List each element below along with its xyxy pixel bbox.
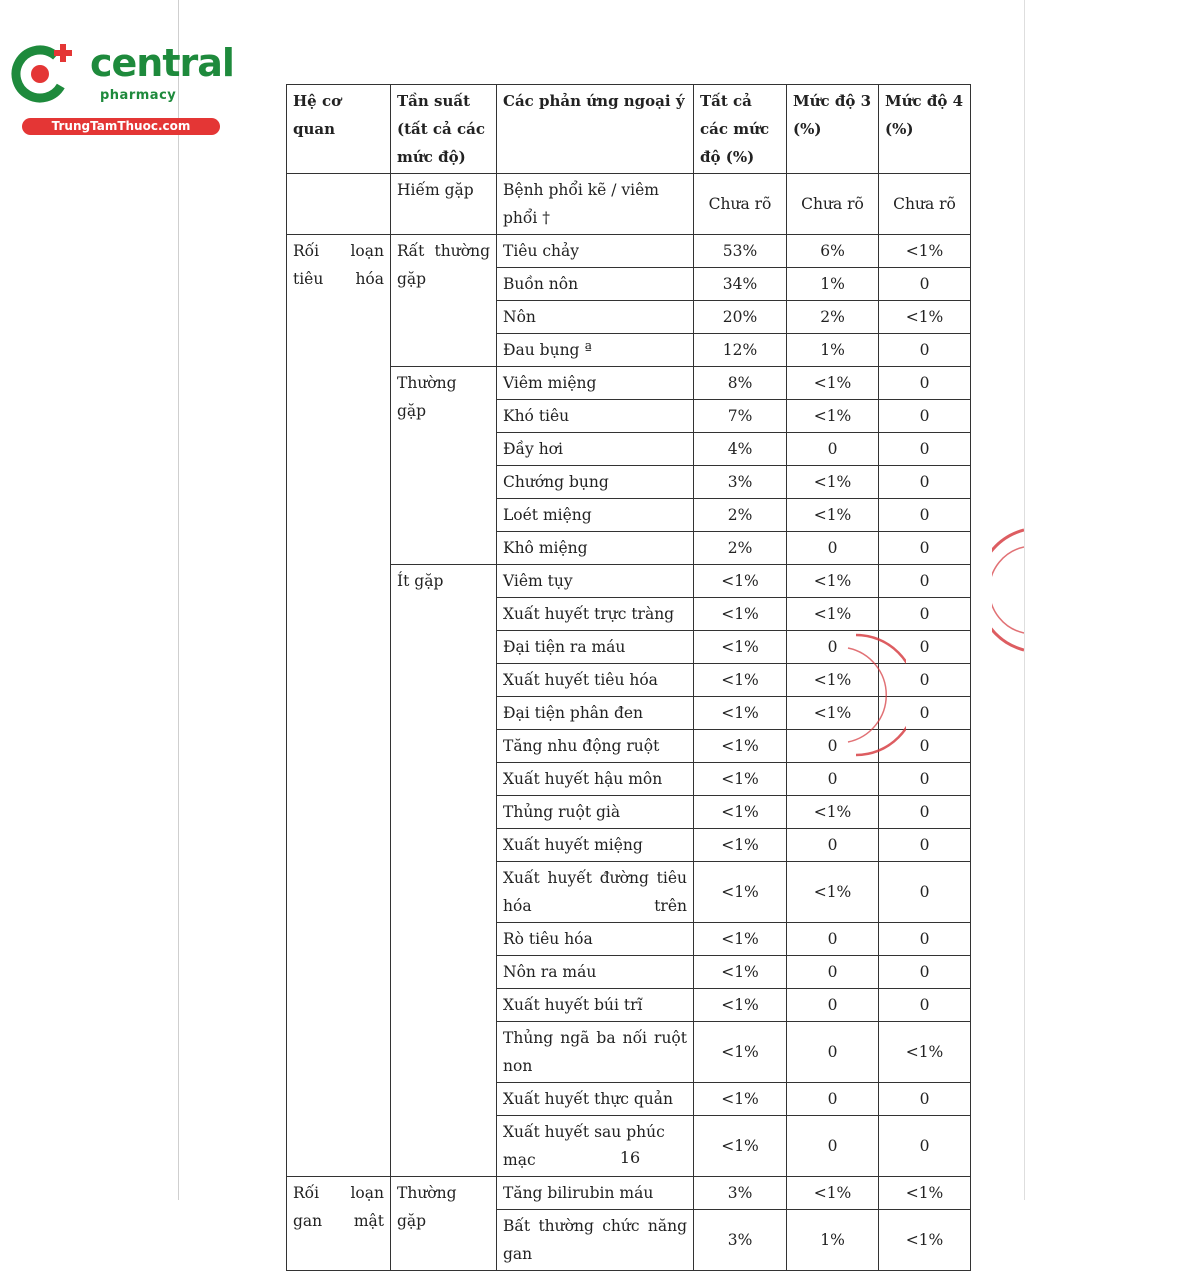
grade-3-cell: 0 [787, 532, 879, 565]
header-organ: Hệ cơ quan [287, 85, 391, 174]
reaction-cell: Rò tiêu hóa [497, 923, 694, 956]
grade-3-cell: <1% [787, 862, 879, 923]
reaction-cell: Xuất huyết sau phúc mạc [497, 1116, 694, 1177]
header-grade-3: Mức độ 3 (%) [787, 85, 879, 174]
reaction-cell: Xuất huyết miệng [497, 829, 694, 862]
reaction-cell: Bệnh phổi kẽ / viêm phổi † [497, 174, 694, 235]
all-grades-cell: <1% [694, 631, 787, 664]
grade-3-cell: <1% [787, 664, 879, 697]
grade-3-cell: Chưa rõ [787, 174, 879, 235]
grade-4-cell: 0 [879, 730, 971, 763]
grade-4-cell: 0 [879, 532, 971, 565]
all-grades-cell: 7% [694, 400, 787, 433]
all-grades-cell: <1% [694, 796, 787, 829]
reaction-cell: Xuất huyết hậu môn [497, 763, 694, 796]
all-grades-cell: <1% [694, 1116, 787, 1177]
grade-4-cell: 0 [879, 862, 971, 923]
all-grades-cell: 12% [694, 334, 787, 367]
pharmacy-cross-icon [10, 40, 76, 106]
all-grades-cell: 4% [694, 433, 787, 466]
all-grades-cell: <1% [694, 956, 787, 989]
grade-4-cell: <1% [879, 1022, 971, 1083]
reaction-cell: Tiêu chảy [497, 235, 694, 268]
reaction-cell: Xuất huyết đường tiêu hóa trên [497, 862, 694, 923]
all-grades-cell: <1% [694, 697, 787, 730]
reaction-cell: Xuất huyết thực quản [497, 1083, 694, 1116]
all-grades-cell: 3% [694, 1177, 787, 1210]
grade-4-cell: 0 [879, 796, 971, 829]
grade-3-cell: 0 [787, 763, 879, 796]
grade-4-cell: Chưa rõ [879, 174, 971, 235]
grade-4-cell: 0 [879, 598, 971, 631]
grade-3-cell: 1% [787, 334, 879, 367]
all-grades-cell: <1% [694, 598, 787, 631]
company-seal-stamp [846, 630, 906, 760]
all-grades-cell: <1% [694, 1022, 787, 1083]
grade-4-cell: 0 [879, 268, 971, 301]
logo-subtitle: pharmacy [100, 88, 177, 103]
reaction-cell: Viêm tụy [497, 565, 694, 598]
grade-3-cell: <1% [787, 796, 879, 829]
reaction-cell: Đại tiện phân đen [497, 697, 694, 730]
header-grade-4: Mức độ 4 (%) [879, 85, 971, 174]
reaction-cell: Nôn [497, 301, 694, 334]
grade-4-cell: <1% [879, 235, 971, 268]
all-grades-cell: <1% [694, 989, 787, 1022]
reaction-cell: Đầy hơi [497, 433, 694, 466]
grade-3-cell: <1% [787, 697, 879, 730]
grade-3-cell: 1% [787, 1210, 879, 1271]
page-number: 16 [619, 1148, 641, 1167]
grade-4-cell: 0 [879, 989, 971, 1022]
grade-4-cell: 0 [879, 697, 971, 730]
grade-3-cell: <1% [787, 598, 879, 631]
reaction-cell: Xuất huyết búi trĩ [497, 989, 694, 1022]
frequency-cell: Ít gặp [391, 565, 497, 1177]
brand-logo[interactable] [10, 38, 234, 138]
all-grades-cell: 2% [694, 499, 787, 532]
grade-4-cell: 0 [879, 631, 971, 664]
all-grades-cell: <1% [694, 829, 787, 862]
reaction-cell: Viêm miệng [497, 367, 694, 400]
reaction-cell: Thủng ngã ba nối ruột non [497, 1022, 694, 1083]
grade-4-cell: 0 [879, 1116, 971, 1177]
all-grades-cell: 34% [694, 268, 787, 301]
grade-3-cell: 0 [787, 1022, 879, 1083]
all-grades-cell: <1% [694, 664, 787, 697]
all-grades-cell: 2% [694, 532, 787, 565]
reaction-cell: Xuất huyết tiêu hóa [497, 664, 694, 697]
grade-3-cell: 0 [787, 433, 879, 466]
table-row [287, 1177, 971, 1210]
frequency-cell: Rất thường gặp [391, 235, 497, 367]
grade-3-cell: 0 [787, 923, 879, 956]
all-grades-cell: 53% [694, 235, 787, 268]
reaction-cell: Nôn ra máu [497, 956, 694, 989]
grade-3-cell: 1% [787, 268, 879, 301]
grade-4-cell: 0 [879, 664, 971, 697]
grade-3-cell: 0 [787, 1083, 879, 1116]
all-grades-cell: <1% [694, 763, 787, 796]
logo-url-badge[interactable]: TrungTamThuoc.com [22, 118, 220, 135]
reaction-cell: Buồn nôn [497, 268, 694, 301]
grade-3-cell: <1% [787, 400, 879, 433]
grade-3-cell: <1% [787, 1177, 879, 1210]
reaction-cell: Bất thường chức năng gan [497, 1210, 694, 1271]
grade-3-cell: 0 [787, 989, 879, 1022]
logo-wordmark: central [90, 41, 234, 85]
grade-4-cell: 0 [879, 334, 971, 367]
header-reaction: Các phản ứng ngoại ý [497, 85, 694, 174]
all-grades-cell: 20% [694, 301, 787, 334]
all-grades-cell: <1% [694, 923, 787, 956]
grade-3-cell: <1% [787, 466, 879, 499]
header-frequency: Tần suất (tất cả các mức độ) [391, 85, 497, 174]
grade-4-cell: 0 [879, 466, 971, 499]
grade-3-cell: 0 [787, 631, 879, 664]
organ-cell: Rối loạn gan mật [287, 1177, 391, 1271]
grade-4-cell: 0 [879, 499, 971, 532]
grade-4-cell: 0 [879, 1083, 971, 1116]
frequency-cell: Thường gặp [391, 1177, 497, 1271]
grade-4-cell: 0 [879, 829, 971, 862]
all-grades-cell: <1% [694, 1083, 787, 1116]
grade-3-cell: 0 [787, 956, 879, 989]
grade-4-cell: 0 [879, 923, 971, 956]
frequency-cell: Thường gặp [391, 367, 497, 565]
grade-3-cell: <1% [787, 499, 879, 532]
reaction-cell: Đau bụng ª [497, 334, 694, 367]
reaction-cell: Xuất huyết trực tràng [497, 598, 694, 631]
grade-4-cell: <1% [879, 1177, 971, 1210]
frequency-cell: Hiếm gặp [391, 174, 497, 235]
grade-3-cell: <1% [787, 367, 879, 400]
grade-4-cell: <1% [879, 1210, 971, 1271]
organ-cell: Rối loạn tiêu hóa [287, 235, 391, 1177]
reaction-cell: Loét miệng [497, 499, 694, 532]
table-header-row [287, 85, 971, 174]
all-grades-cell: 3% [694, 466, 787, 499]
all-grades-cell: 3% [694, 1210, 787, 1271]
grade-3-cell: 6% [787, 235, 879, 268]
reaction-cell: Thủng ruột già [497, 796, 694, 829]
table-row [287, 174, 971, 235]
pharma-seal-stamp [992, 525, 1024, 655]
header-all-grades: Tất cả các mức độ (%) [694, 85, 787, 174]
table-row [287, 235, 971, 268]
grade-4-cell: <1% [879, 301, 971, 334]
reaction-cell: Tăng bilirubin máu [497, 1177, 694, 1210]
reaction-cell: Đại tiện ra máu [497, 631, 694, 664]
grade-4-cell: 0 [879, 956, 971, 989]
organ-cell [287, 174, 391, 235]
all-grades-cell: 8% [694, 367, 787, 400]
grade-4-cell: 0 [879, 433, 971, 466]
reaction-cell: Chướng bụng [497, 466, 694, 499]
reaction-cell: Tăng nhu động ruột [497, 730, 694, 763]
grade-3-cell: 2% [787, 301, 879, 334]
all-grades-cell: <1% [694, 730, 787, 763]
grade-3-cell: 0 [787, 829, 879, 862]
grade-4-cell: 0 [879, 763, 971, 796]
all-grades-cell: <1% [694, 862, 787, 923]
reaction-cell: Khô miệng [497, 532, 694, 565]
all-grades-cell: Chưa rõ [694, 174, 787, 235]
grade-4-cell: 0 [879, 565, 971, 598]
reaction-cell: Khó tiêu [497, 400, 694, 433]
grade-4-cell: 0 [879, 367, 971, 400]
grade-3-cell: 0 [787, 730, 879, 763]
grade-3-cell: <1% [787, 565, 879, 598]
all-grades-cell: <1% [694, 565, 787, 598]
grade-3-cell: 0 [787, 1116, 879, 1177]
grade-4-cell: 0 [879, 400, 971, 433]
